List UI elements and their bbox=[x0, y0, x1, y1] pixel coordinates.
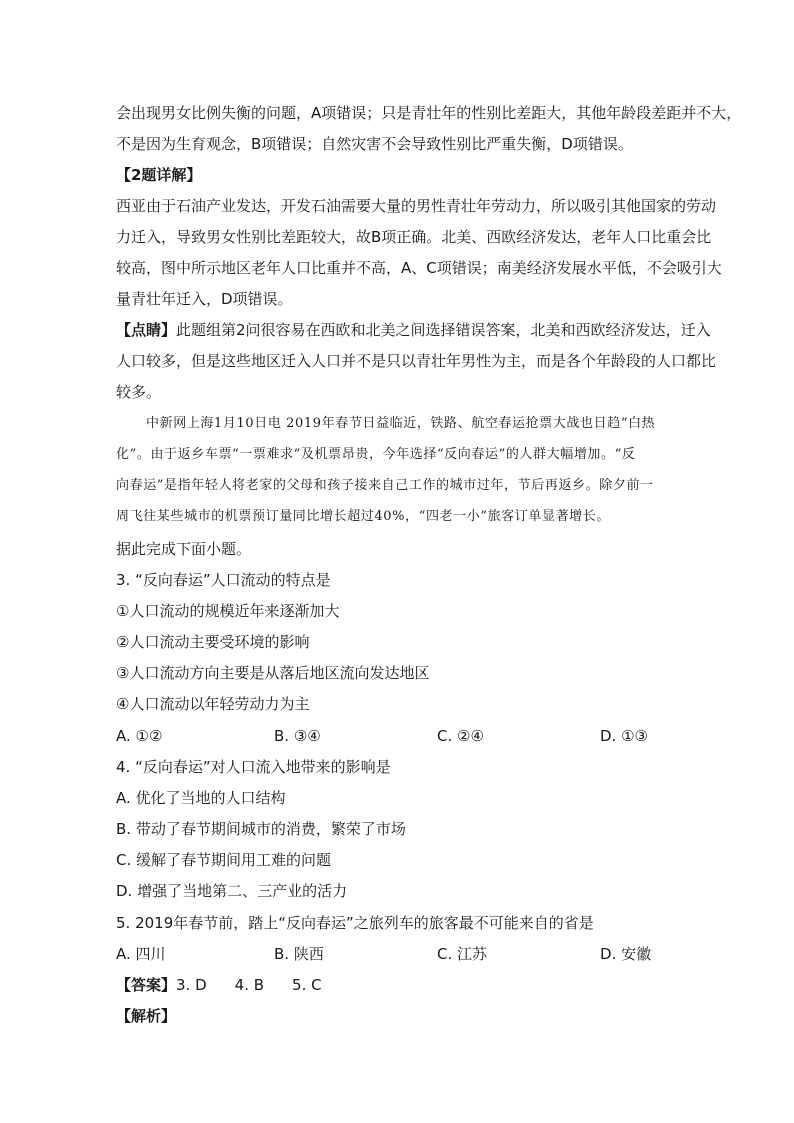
dianjing-line: 较多。 bbox=[116, 383, 162, 401]
q3-option-b: B. ③④ bbox=[274, 727, 321, 745]
analysis-label: 【解析】 bbox=[116, 1007, 177, 1025]
dianjing-line: 人口较多，但是这些地区迁入人口并不是只以青壮年男性为主，而是各个年龄段的人口都比 bbox=[116, 352, 717, 370]
q5-option-a: A. 四川 bbox=[116, 945, 166, 963]
passage-line: 向春运”是指年轻人将老家的父母和孩子接来自己工作的城市过年，节后再返乡。除夕前一 bbox=[116, 478, 654, 493]
passage-line: 中新网上海1月10日电 2019年春节日益临近，铁路、航空春运抢票大战也日趋“白热 bbox=[146, 416, 656, 431]
answer-item: 3. D bbox=[176, 976, 207, 994]
q5-option-b: B. 陕西 bbox=[274, 945, 324, 963]
q2-detail-line: 西亚由于石油产业发达，开发石油需要大量的男性青壮年劳动力，所以吸引其他国家的劳动 bbox=[116, 197, 717, 215]
q2-detail-line: 较高，图中所示地区老年人口比重并不高，A、C项错误；南美经济发展水平低，不会吸引大 bbox=[116, 259, 722, 277]
instruction: 据此完成下面小题。 bbox=[116, 540, 252, 558]
dianjing-label: 【点睛】 bbox=[116, 321, 177, 339]
q2-detail-line: 量青壮年迁入，D项错误。 bbox=[116, 290, 293, 308]
q4-option-a: A. 优化了当地的人口结构 bbox=[116, 789, 286, 807]
q3-option-a: A. ①② bbox=[116, 727, 163, 745]
answer-line bbox=[116, 975, 682, 995]
q5-stem: 5. 2019年春节前，踏上“反向春运”之旅列车的旅客最不可能来自的省是 bbox=[116, 914, 594, 932]
q2-detail-line: 力迁入，导致男女性别比差距较大，故B项正确。北美、西欧经济发达，老年人口比重会比 bbox=[116, 228, 712, 246]
q3-statement: ④人口流动以年轻劳动力为主 bbox=[116, 695, 310, 713]
passage-line: 化”。由于返乡车票“一票难求”及机票昂贵，今年选择“反向春运”的人群大幅增加。“反 bbox=[116, 447, 636, 462]
explanation-line: 不是因为生育观念，B项错误；自然灾害不会导致性别比严重失衡，D项错误。 bbox=[116, 135, 633, 153]
passage-line: 周飞往某些城市的机票预订量同比增长超过40%，“四老一小”旅客订单显著增长。 bbox=[116, 509, 610, 524]
q3-stem: 3. “反向春运”人口流动的特点是 bbox=[116, 571, 331, 589]
explanation-line: 会出现男女比例失衡的问题，A项错误；只是青壮年的性别比差距大，其他年龄段差距并不大， bbox=[116, 104, 742, 122]
q4-option-c: C. 缓解了春节期间用工难的问题 bbox=[116, 851, 332, 869]
q4-stem: 4. “反向春运”对人口流入地带来的影响是 bbox=[116, 758, 391, 776]
answer-item: 5. C bbox=[292, 976, 322, 994]
answer-label: 【答案】 bbox=[116, 976, 177, 994]
answer-item: 4. B bbox=[234, 976, 265, 994]
q2-detail-header: 【2题详解】 bbox=[116, 166, 202, 184]
dianjing-text: 此题组第2问很容易在西欧和北美之间选择错误答案，北美和西欧经济发达，迁入 bbox=[176, 321, 711, 339]
q5-option-c: C. 江苏 bbox=[437, 945, 488, 963]
q3-option-d: D. ①③ bbox=[600, 727, 648, 745]
dianjing-line bbox=[116, 320, 711, 340]
q3-statement: ①人口流动的规模近年来逐渐加大 bbox=[116, 602, 340, 620]
q3-option-c: C. ②④ bbox=[437, 727, 484, 745]
q3-statement: ②人口流动主要受环境的影响 bbox=[116, 633, 310, 651]
q4-option-b: B. 带动了春节期间城市的消费，繁荣了市场 bbox=[116, 820, 406, 838]
q3-statement: ③人口流动方向主要是从落后地区流向发达地区 bbox=[116, 664, 430, 682]
q5-option-d: D. 安徽 bbox=[600, 945, 652, 963]
q4-option-d: D. 增强了当地第二、三产业的活力 bbox=[116, 882, 348, 900]
